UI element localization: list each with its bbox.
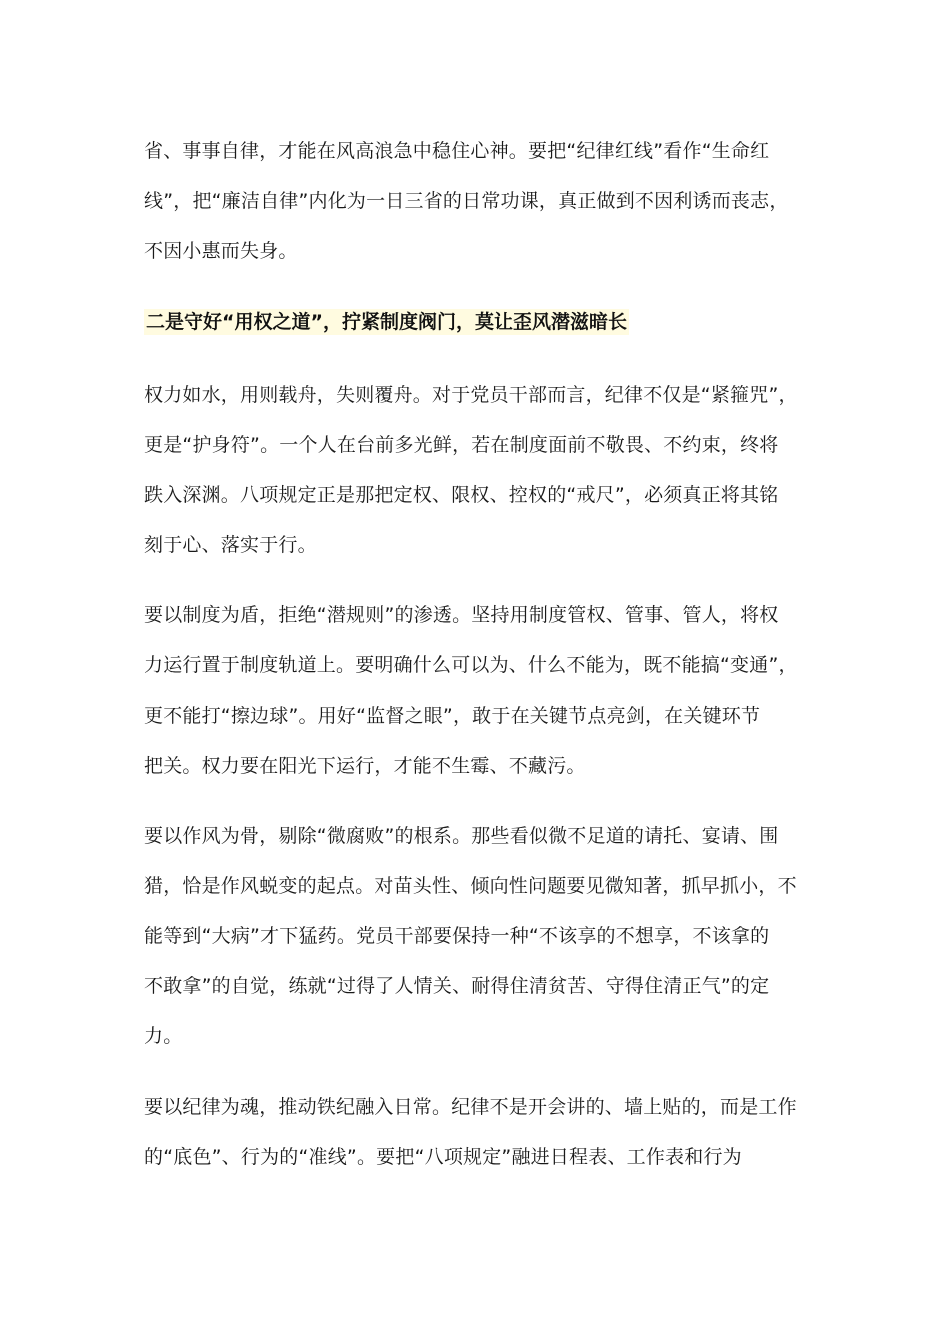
paragraph-line: 刻于心、落实于行。: [144, 534, 317, 556]
paragraph-line: 力。: [144, 1025, 183, 1047]
paragraph-line: 更是“护身符”。一个人在台前多光鲜，若在制度面前不敬畏、不约束，终将: [144, 434, 779, 456]
paragraph-line: 省、事事自律，才能在风高浪急中稳住心神。要把“纪律红线”看作“生命红: [144, 140, 770, 162]
paragraph-line: 权力如水，用则载舟，失则覆舟。对于党员干部而言，纪律不仅是“紧箍咒”，: [144, 384, 798, 406]
paragraph-line: 力运行置于制度轨道上。要明确什么可以为、什么不能为，既不能搞“变通”，: [144, 654, 798, 676]
paragraph-line: 不因小惠而失身。: [144, 240, 298, 262]
section-heading: 二是守好“用权之道”，拧紧制度阀门，莫让歪风潜滋暗长: [146, 311, 627, 333]
paragraph-line: 更不能打“擦边球”。用好“监督之眼”，敢于在关键节点亮剑，在关键环节: [144, 705, 761, 727]
paragraph-line: 跌入深渊。八项规定正是那把定权、限权、控权的“戒尺”，必须真正将其铭: [144, 484, 779, 506]
paragraph-line: 线”，把“廉洁自律”内化为一日三省的日常功课，真正做到不因利诱而丧志，: [144, 190, 789, 212]
paragraph-line: 不敢拿”的自觉，练就“过得了人情关、耐得住清贫苦、守得住清正气”的定: [144, 975, 770, 997]
paragraph-line: 把关。权力要在阳光下运行，才能不生霉、不藏污。: [144, 755, 586, 777]
paragraph-line: 要以纪律为魂，推动铁纪融入日常。纪律不是开会讲的、墙上贴的，而是工作: [144, 1096, 797, 1118]
paragraph-line: 猎，恰是作风蜕变的起点。对苗头性、倾向性问题要见微知著，抓早抓小，不: [144, 875, 797, 897]
paragraph-line: 的“底色”、行为的“准线”。要把“八项规定”融进日程表、工作表和行为: [144, 1146, 742, 1168]
paragraph-line: 能等到“大病”才下猛药。党员干部要保持一种“不该享的不想享，不该拿的: [144, 925, 770, 947]
paragraph-line: 要以作风为骨，剔除“微腐败”的根系。那些看似微不足道的请托、宴请、围: [144, 825, 779, 847]
paragraph-line: 要以制度为盾，拒绝“潜规则”的渗透。坚持用制度管权、管事、管人，将权: [144, 604, 779, 626]
